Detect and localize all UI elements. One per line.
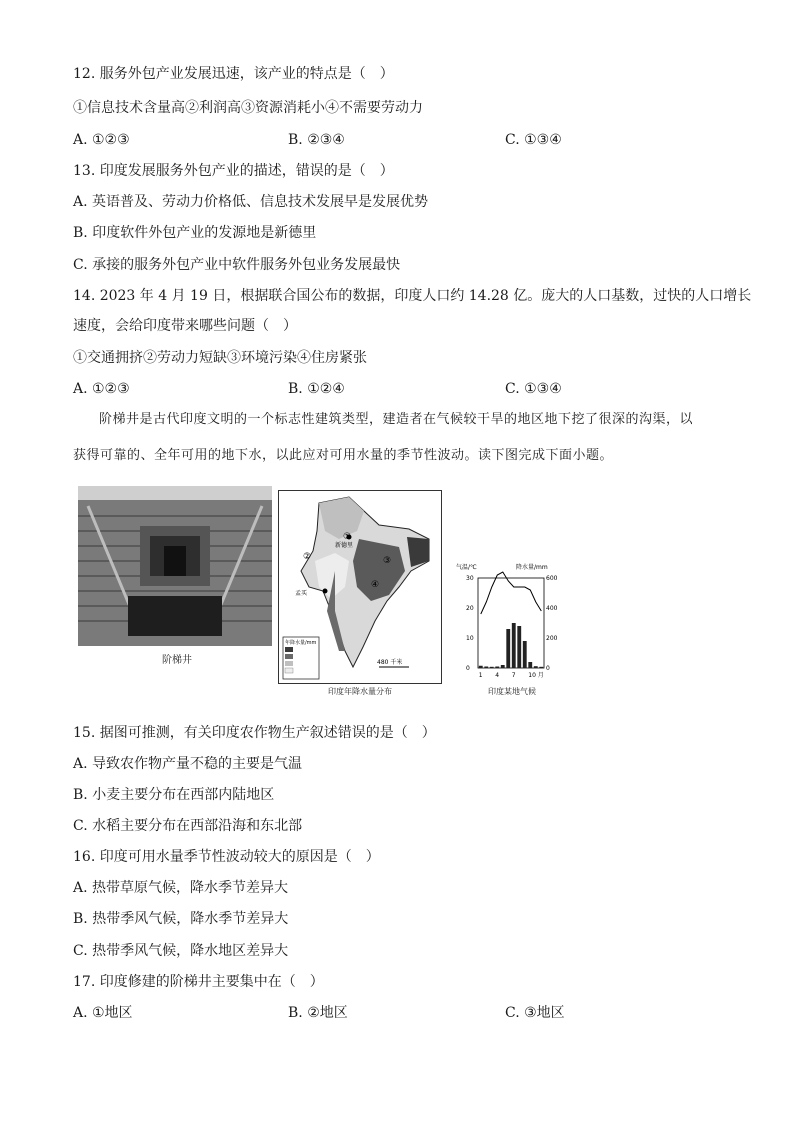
chart-x-tick: 7 [511,672,516,679]
precipitation-bar [534,666,538,668]
precipitation-bar [495,667,499,669]
climate-chart-svg [456,560,566,688]
india-rainfall-map [278,490,442,684]
map-label-newdelhi: 新德里 [335,542,354,549]
figure-group [78,486,712,698]
chart-x-tick: 1 [478,672,483,679]
q12-stem: 12. 服务外包产业发展迅速，该产业的特点是（ ） [73,66,394,82]
chart-right-tick: 600 [546,575,558,582]
precipitation-bar [479,666,483,668]
q14-option-b: B. ①②④ [288,381,345,397]
q12-option-a: A. ①②③ [73,132,130,148]
q13-stem: 13. 印度发展服务外包产业的描述，错误的是（ ） [73,163,394,179]
q12-option-b: B. ②③④ [288,132,345,148]
precipitation-bar [490,667,494,668]
q16-option-a: A. 热带草原气候，降水季节差异大 [73,880,289,896]
q17-option-a: A. ①地区 [73,1005,133,1021]
q17-option-c: C. ③地区 [505,1005,565,1021]
map-number-4: ④ [371,580,380,590]
q15-option-b: B. 小麦主要分布在西部内陆地区 [73,787,275,803]
chart-x-tick: 10 月 [528,672,544,679]
q14-stem-line2: 速度，会给印度带来哪些问题（ ） [73,318,297,334]
q13-option-c: C. 承接的服务外包产业中软件服务外包业务发展最快 [73,257,401,273]
q16-option-c: C. 热带季风气候，降水地区差异大 [73,943,289,959]
map-legend-title: 年降水量/mm [285,640,317,646]
chart-right-axis-label: 降水量/mm [516,564,548,571]
precipitation-bar [506,629,510,668]
q16-stem: 16. 印度可用水量季节性波动较大的原因是（ ） [73,849,380,865]
map-number-1: ① [343,532,352,542]
map-caption: 印度年降水量分布 [328,687,392,696]
stepwell-photo [78,486,272,646]
precipitation-bar [539,667,543,668]
chart-left-tick: 30 [466,575,474,582]
passage-line2: 获得可靠的、全年可用的地下水，以此应对可用水量的季节性波动。读下图完成下面小题。 [73,448,614,463]
q14-option-a: A. ①②③ [73,381,130,397]
photo-caption: 阶梯井 [162,655,192,666]
precipitation-bar [523,641,527,668]
chart-right-tick: 200 [546,635,558,642]
precipitation-bar [501,665,505,668]
q14-items: ①交通拥挤②劳动力短缺③环境污染④住房紧张 [73,350,367,366]
q13-option-a: A. 英语普及、劳动力价格低、信息技术发展早是发展优势 [73,194,429,210]
precipitation-bar [517,626,521,668]
q14-stem-line1: 14. 2023 年 4 月 19 日，根据联合国公布的数据，印度人口约 14.28 亿。庞大的人口基数，过快的人口增长 [73,288,752,304]
climate-chart [456,560,566,688]
chart-frame [478,578,544,668]
chart-x-tick: 4 [495,672,500,679]
map-scale: 480 千米 [377,659,403,666]
chart-left-axis-label: 气温/℃ [456,564,477,571]
precipitation-bar [528,662,532,668]
q12-option-c: C. ①③④ [505,132,562,148]
chart-left-tick: 10 [466,635,474,642]
passage [73,402,723,474]
map-number-2: ② [303,552,312,562]
passage-line1: 阶梯井是古代印度文明的一个标志性建筑类型，建造者在气候较干旱的地区地下挖了很深的沟渠，以 [99,412,694,427]
chart-right-tick: 0 [546,665,550,672]
q17-stem: 17. 印度修建的阶梯井主要集中在（ ） [73,974,324,990]
chart-left-tick: 20 [466,605,474,612]
q15-option-a: A. 导致农作物产量不稳的主要是气温 [73,756,303,772]
q17-option-b: B. ②地区 [288,1005,348,1021]
map-label-mumbai: 孟买 [295,590,308,597]
q15-option-c: C. 水稻主要分布在西部沿海和东北部 [73,818,303,834]
precipitation-bar [484,667,488,669]
map-number-3: ③ [383,556,392,566]
q15-stem: 15. 据图可推测，有关印度农作物生产叙述错误的是（ ） [73,725,436,741]
q12-items: ①信息技术含量高②利润高③资源消耗小④不需要劳动力 [73,100,423,116]
chart-left-tick: 0 [466,665,470,672]
q13-option-b: B. 印度软件外包产业的发源地是新德里 [73,225,317,241]
precipitation-bar [512,623,516,668]
chart-right-tick: 400 [546,605,558,612]
q14-option-c: C. ①③④ [505,381,562,397]
climate-chart-caption: 印度某地气候 [488,687,536,696]
q16-option-b: B. 热带季风气候，降水季节差异大 [73,911,289,927]
